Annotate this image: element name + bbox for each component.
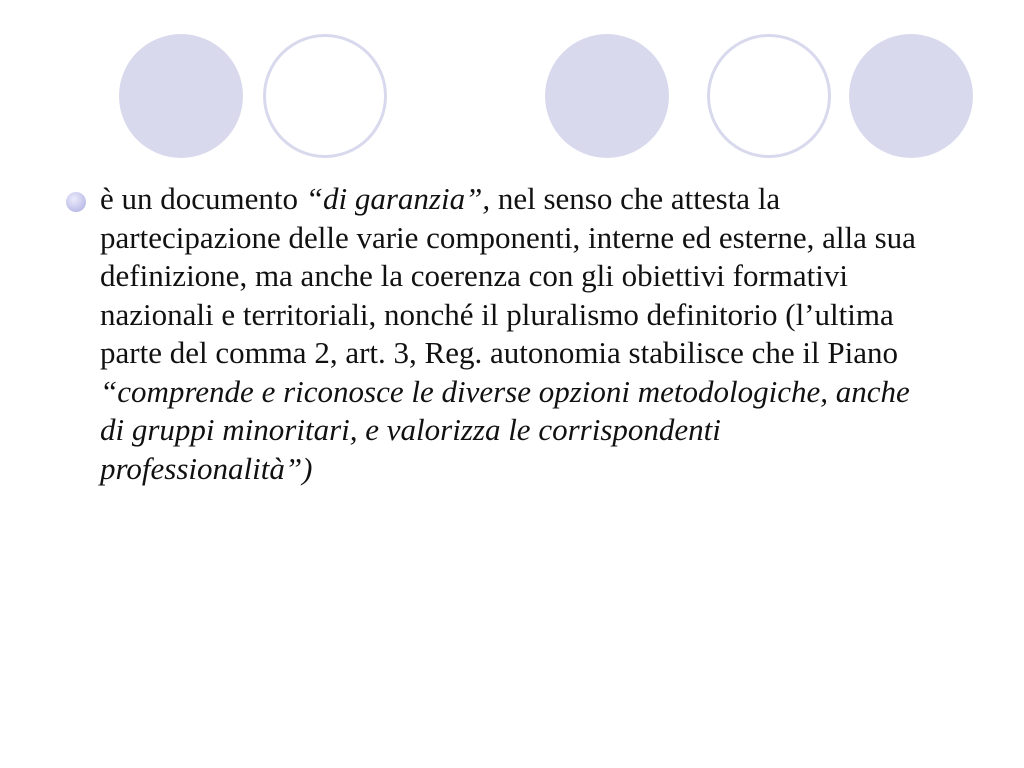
bullet-dot-icon bbox=[66, 192, 86, 212]
decorative-circle-filled bbox=[849, 34, 973, 158]
decorative-circle-filled bbox=[119, 34, 243, 158]
bullet-text bbox=[100, 180, 940, 488]
bullet-text-italic2: “comprende e riconosce le diverse opzioni metodologiche, anche di gruppi minoritari, e valorizza le corrispondenti professionalità”) bbox=[100, 373, 910, 486]
bullet-text-part2: nel senso che attesta la partecipazione delle varie componenti, interne ed esterne, alla sua definizione, ma anche la coerenza con gli obiettivi formativi nazionali e territoriali, nonché il pluralismo definitorio (l’ultima parte del comma 2, art. 3, Reg. autonomia stabilisce che il Piano bbox=[100, 181, 916, 370]
bullet-text-part1: è un documento bbox=[100, 181, 306, 216]
bullet-text-italic1: “di garanzia”, bbox=[305, 181, 491, 216]
decorative-circle-outline bbox=[263, 34, 387, 158]
decorative-circle-filled bbox=[545, 34, 669, 158]
decorative-circle-outline bbox=[707, 34, 831, 158]
